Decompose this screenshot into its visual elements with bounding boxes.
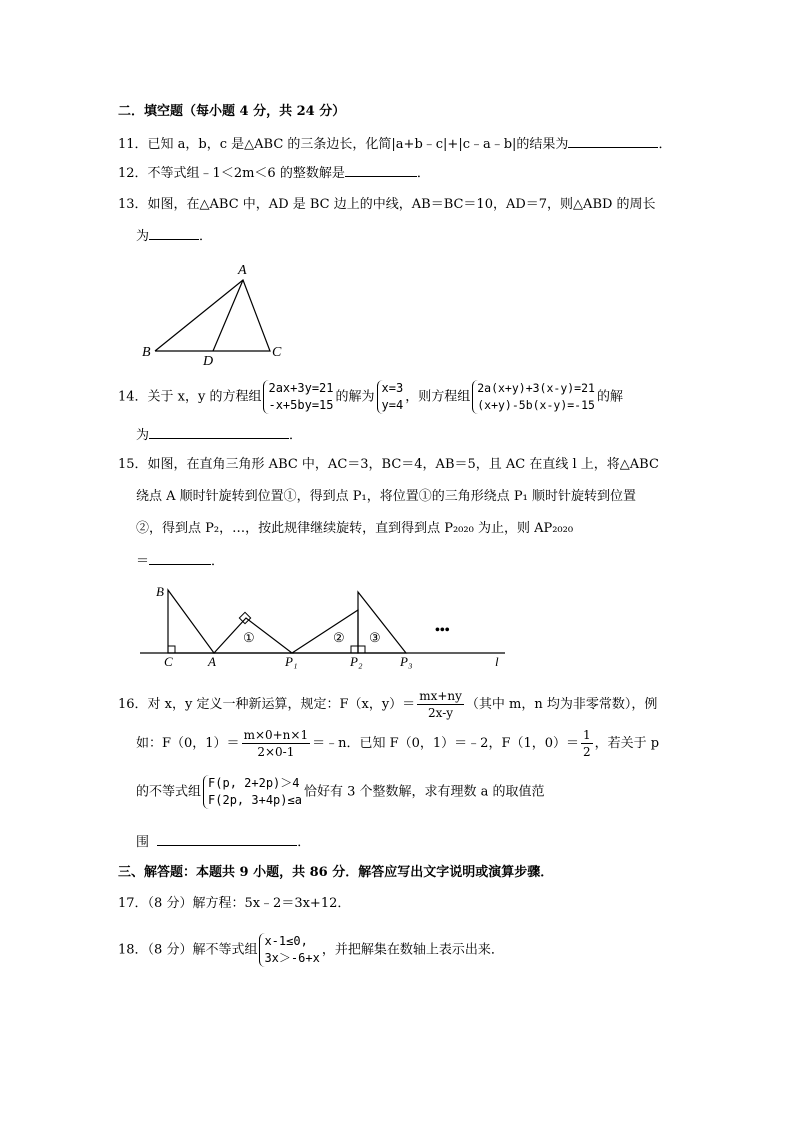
fig13-label-A: A bbox=[238, 263, 247, 278]
q15-end: ． bbox=[211, 554, 225, 569]
q16-frac1-denominator: 2x-y bbox=[428, 706, 454, 720]
q14-text-a: 14．关于 x，y 的方程组 bbox=[118, 389, 262, 405]
q16-text-h: 围 bbox=[136, 835, 150, 850]
q13-answer-blank[interactable] bbox=[149, 227, 199, 240]
q16-line1 bbox=[118, 688, 657, 721]
q15-line3: ②，得到点 P₂，…，按此规律继续旋转，直到得到点 P₂₀₂₀ 为止，则 AP₂₀₂₀ bbox=[136, 521, 574, 536]
q16-ineq-2: F(2p, 3+4p)≤a bbox=[208, 793, 302, 807]
q16-frac3-numerator: 1 bbox=[583, 728, 591, 742]
q16-end: ． bbox=[297, 835, 311, 850]
q14-text-d: 的解 bbox=[596, 389, 623, 405]
q12-number: 12． bbox=[118, 166, 148, 181]
fig15-label-P1: P₁ bbox=[285, 654, 298, 669]
q14-sys2-eq2: y=4 bbox=[381, 398, 404, 412]
question-17: 17．（8 分）解方程：5x﹣2＝3x+12． bbox=[118, 896, 351, 911]
q13-triangle-figure bbox=[135, 258, 305, 368]
fig13-label-D: D bbox=[203, 354, 214, 368]
q16-fraction-3 bbox=[581, 727, 593, 760]
q14-sys1-eq2: -x+5by=15 bbox=[268, 398, 334, 412]
q16-text-c: 如：F（0，1）＝ bbox=[136, 736, 240, 751]
fig15-label-C: C bbox=[164, 654, 173, 669]
q16-line2 bbox=[136, 727, 659, 760]
q15-line1: 15．如图，在直角三角形 ABC 中，AC＝3，BC＝4，AB＝5，且 AC 在直线 l 上，将△ABC bbox=[118, 457, 659, 472]
q18-inequality-system bbox=[259, 933, 319, 967]
q16-text-e: ，若关于 p bbox=[594, 736, 660, 751]
q16-frac2-denominator: 2×0-1 bbox=[257, 745, 295, 759]
q14-sys2-eq1: x=3 bbox=[381, 381, 404, 395]
q16-text-b: （其中 m，n 均为非零常数），例 bbox=[465, 697, 658, 712]
q15-line4-text: ＝ bbox=[136, 554, 150, 569]
fig15-label-l: l bbox=[495, 654, 499, 669]
question-11 bbox=[118, 135, 671, 154]
q18-text-a: 18．（8 分）解不等式组 bbox=[118, 942, 258, 958]
q14-text-c: ，则方程组 bbox=[405, 389, 471, 405]
q13-end: ． bbox=[199, 229, 213, 244]
q14-text-b: 的解为 bbox=[335, 389, 375, 405]
q11-number: 11． bbox=[118, 137, 148, 152]
q13-line1: 13．如图，在△ABC 中，AD 是 BC 边上的中线，AB＝BC＝10，AD＝7，则△ABD 的周长 bbox=[118, 197, 656, 212]
q12-end: ． bbox=[416, 166, 430, 181]
q11-end: ． bbox=[658, 137, 672, 152]
q16-text-a: 16．对 x，y 定义一种新运算，规定：F（x，y）＝ bbox=[118, 697, 416, 712]
fig15-label-A: A bbox=[208, 654, 216, 669]
q16-fraction-1 bbox=[417, 688, 464, 721]
q14-system-3 bbox=[472, 380, 595, 414]
q16-text-f: 的不等式组 bbox=[136, 784, 202, 800]
section3-title: 三、解答题：本题共 9 小题，共 86 分．解答应写出文字说明或演算步骤． bbox=[118, 865, 554, 880]
q15-answer-blank[interactable] bbox=[149, 552, 211, 565]
q14-system-2 bbox=[377, 380, 404, 414]
q16-fraction-2 bbox=[242, 727, 311, 760]
q18-text-b: ，并把解集在数轴上表示出来． bbox=[321, 942, 504, 958]
q16-line4 bbox=[136, 833, 310, 852]
q11-answer-blank[interactable] bbox=[568, 135, 658, 148]
q14-answer-blank[interactable] bbox=[149, 426, 289, 439]
fig13-label-C: C bbox=[272, 345, 282, 360]
question-14 bbox=[118, 380, 623, 414]
q14-sys1-eq1: 2ax+3y=21 bbox=[268, 381, 334, 395]
q14-end: ． bbox=[289, 428, 303, 443]
fig13-label-B: B bbox=[142, 345, 151, 360]
fig15-label-P3: P₃ bbox=[400, 654, 413, 669]
q18-ineq-2: 3x＞-6+x bbox=[264, 951, 320, 965]
question-12 bbox=[118, 164, 430, 183]
q16-text-d: ＝﹣n．已知 F（0，1）＝﹣2，F（1，0）＝ bbox=[312, 736, 580, 751]
q16-frac2-numerator: m×0+n×1 bbox=[243, 728, 309, 742]
q18-ineq-1: x-1≤0, bbox=[264, 934, 308, 948]
q16-answer-blank[interactable] bbox=[157, 833, 297, 846]
q14-line2-text: 为 bbox=[136, 428, 150, 443]
q15-line4 bbox=[136, 552, 224, 571]
q13-line2-text: 为 bbox=[136, 229, 150, 244]
q12-answer-blank[interactable] bbox=[345, 164, 417, 177]
q13-line2 bbox=[136, 227, 212, 246]
question-18 bbox=[118, 933, 504, 967]
fig15-label-P2: P₂ bbox=[350, 654, 363, 669]
q14-system-1 bbox=[263, 380, 333, 414]
q11-text: 已知 a，b，c 是△ABC 的三条边长，化简|a+b﹣c|+|c﹣a﹣b|的结果为 bbox=[147, 137, 569, 152]
q16-text-g: 恰好有 3 个整数解，求有理数 a 的取值范 bbox=[303, 784, 545, 800]
q16-ineq-1: F(p, 2+2p)＞4 bbox=[208, 776, 300, 790]
fig15-position-3: ③ bbox=[369, 630, 381, 645]
q14-sys3-eq2: (x+y)-5b(x-y)=-15 bbox=[477, 398, 595, 412]
q15-line2: 绕点 A 顺时针旋转到位置①，得到点 P₁，将位置①的三角形绕点 P₁ 顺时针旋转到位置 bbox=[136, 489, 636, 504]
q12-text: 不等式组﹣1＜2m＜6 的整数解是 bbox=[147, 166, 345, 181]
fig15-position-1: ① bbox=[243, 630, 255, 645]
fig15-position-2: ② bbox=[333, 630, 345, 645]
q16-inequality-system bbox=[203, 775, 302, 809]
fig15-label-B: B bbox=[156, 584, 164, 599]
q16-line3 bbox=[136, 775, 545, 809]
q14-sys3-eq1: 2a(x+y)+3(x-y)=21 bbox=[477, 381, 595, 395]
section2-title: 二．填空题（每小题 4 分，共 24 分） bbox=[118, 104, 346, 119]
fig15-ellipsis: ••• bbox=[435, 623, 450, 638]
q15-rotation-figure bbox=[140, 580, 520, 670]
q14-line2 bbox=[136, 426, 302, 445]
q16-frac1-numerator: mx+ny bbox=[419, 689, 462, 703]
q16-frac3-denominator: 2 bbox=[583, 745, 591, 759]
